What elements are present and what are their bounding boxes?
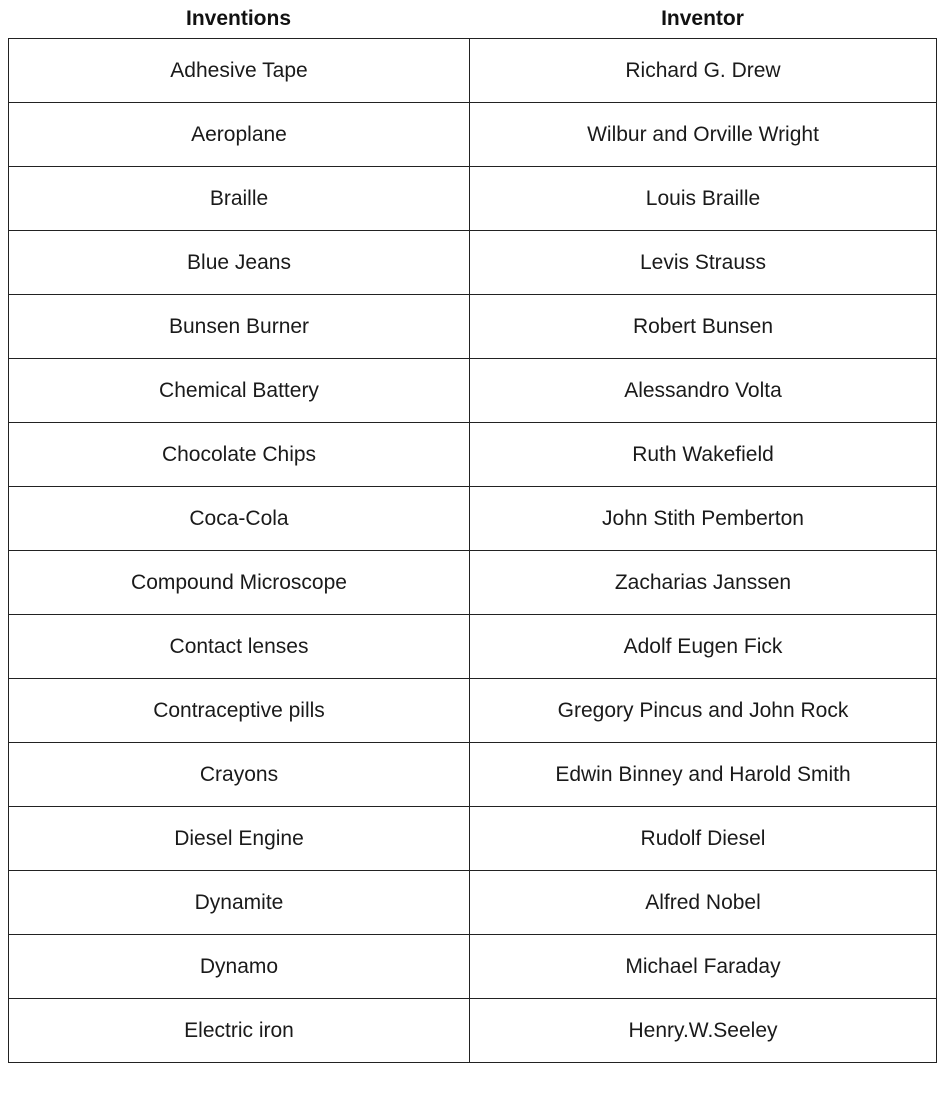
table-header xyxy=(8,0,936,38)
inventor-cell: John Stith Pemberton xyxy=(470,487,937,551)
invention-cell: Compound Microscope xyxy=(9,551,470,615)
invention-cell: Blue Jeans xyxy=(9,231,470,295)
invention-cell: Crayons xyxy=(9,743,470,807)
table-row xyxy=(9,167,937,231)
inventor-cell: Michael Faraday xyxy=(470,935,937,999)
invention-cell: Diesel Engine xyxy=(9,807,470,871)
inventor-cell: Adolf Eugen Fick xyxy=(470,615,937,679)
inventor-cell: Levis Strauss xyxy=(470,231,937,295)
invention-cell: Contact lenses xyxy=(9,615,470,679)
header-inventions: Inventions xyxy=(185,7,291,30)
inventions-table xyxy=(8,38,937,1063)
header-inventor: Inventor xyxy=(661,7,744,30)
table-row xyxy=(9,743,937,807)
inventor-cell: Wilbur and Orville Wright xyxy=(470,103,937,167)
invention-cell: Bunsen Burner xyxy=(9,295,470,359)
inventor-cell: Ruth Wakefield xyxy=(470,423,937,487)
table-row xyxy=(9,551,937,615)
inventor-cell: Gregory Pincus and John Rock xyxy=(470,679,937,743)
table-row xyxy=(9,231,937,295)
table-row xyxy=(9,359,937,423)
inventor-cell: Rudolf Diesel xyxy=(470,807,937,871)
invention-cell: Dynamo xyxy=(9,935,470,999)
inventor-cell: Alfred Nobel xyxy=(470,871,937,935)
inventor-cell: Henry.W.Seeley xyxy=(470,999,937,1063)
invention-cell: Aeroplane xyxy=(9,103,470,167)
inventor-cell: Zacharias Janssen xyxy=(470,551,937,615)
table-row xyxy=(9,679,937,743)
invention-cell: Chemical Battery xyxy=(9,359,470,423)
invention-cell: Contraceptive pills xyxy=(9,679,470,743)
table-row xyxy=(9,295,937,359)
inventor-cell: Robert Bunsen xyxy=(470,295,937,359)
table-row xyxy=(9,935,937,999)
invention-cell: Braille xyxy=(9,167,470,231)
inventor-cell: Alessandro Volta xyxy=(470,359,937,423)
table-row xyxy=(9,807,937,871)
table-row xyxy=(9,999,937,1063)
table-row xyxy=(9,871,937,935)
table-row xyxy=(9,39,937,103)
inventor-cell: Richard G. Drew xyxy=(470,39,937,103)
invention-cell: Chocolate Chips xyxy=(9,423,470,487)
table-row xyxy=(9,487,937,551)
invention-cell: Electric iron xyxy=(9,999,470,1063)
table-row xyxy=(9,103,937,167)
table-row xyxy=(9,615,937,679)
inventor-cell: Edwin Binney and Harold Smith xyxy=(470,743,937,807)
invention-cell: Dynamite xyxy=(9,871,470,935)
invention-cell: Adhesive Tape xyxy=(9,39,470,103)
invention-cell: Coca-Cola xyxy=(9,487,470,551)
table-row xyxy=(9,423,937,487)
inventor-cell: Louis Braille xyxy=(470,167,937,231)
